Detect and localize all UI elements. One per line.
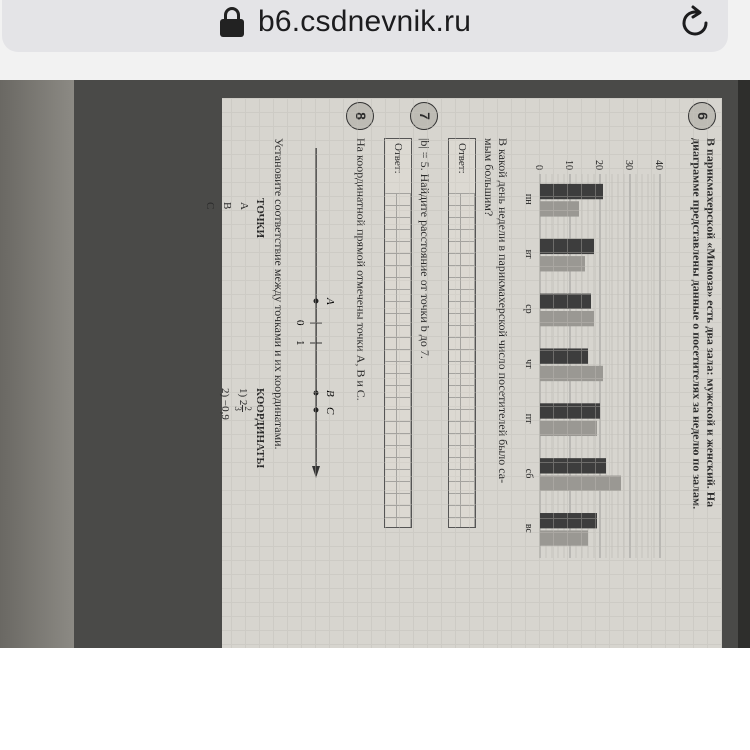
point-item: A — [238, 202, 250, 210]
browser-top-bar — [0, 0, 750, 80]
url-display[interactable] — [220, 4, 471, 40]
photo-background-right — [738, 80, 750, 648]
label-a: A — [324, 298, 336, 305]
coords-overlay — [219, 98, 722, 658]
tick-label-one: 1 — [294, 340, 306, 346]
y-tick-label: 40 — [653, 160, 664, 170]
address-bar[interactable] — [2, 0, 728, 52]
x-tick-label: вс — [523, 523, 534, 533]
point-item: C — [204, 202, 216, 210]
q8-instruction: Установите соответствие между точками и их координатами. — [272, 138, 286, 450]
y-tick-label: 20 — [593, 160, 604, 170]
q8-text: На координатной прямой отмечены точки A, B и C. — [354, 138, 368, 401]
reload-icon[interactable] — [676, 4, 714, 42]
photo-background-left — [0, 80, 74, 648]
coords-header: КООРДИНАТЫ — [254, 388, 266, 469]
tick-label-zero: 0 — [294, 320, 306, 326]
answer-label: Ответ: — [392, 143, 404, 174]
q7-text: |b| = 5. Найдите расстояние от точки b до 7. — [418, 138, 432, 359]
points-header: ТОЧКИ — [254, 198, 266, 239]
y-tick-label: 30 — [623, 160, 634, 170]
y-tick-label: 0 — [533, 165, 544, 170]
x-tick-label: ср — [523, 304, 534, 314]
question-number-7: 7 — [410, 102, 438, 130]
empty-area — [0, 648, 750, 750]
q6-text-line2: диаграмме представлены данные о посетителях за неделю по залам. — [690, 138, 704, 510]
x-tick-label: вт — [523, 249, 534, 259]
q6-text-line1: В парикмахерской «Мимоза» есть два зала: мужской и женский. На — [704, 138, 718, 508]
q6-question-line2: мым большим? — [482, 138, 496, 217]
question-number-8: 8 — [346, 102, 374, 130]
coord-item-2 — [216, 388, 233, 420]
label-c: C — [324, 407, 336, 415]
label-b: B — [324, 390, 336, 397]
question-number-6: 6 — [688, 102, 716, 130]
fraction-numerator: 2 — [243, 406, 253, 411]
y-tick-label: 10 — [563, 160, 574, 170]
coord-prefix: 1) 2 — [236, 388, 249, 406]
answer-label: Ответ: — [456, 143, 468, 174]
coord-prefix: 2) −0,9 — [219, 388, 231, 420]
x-tick-label: пт — [523, 413, 534, 424]
lock-icon — [220, 7, 244, 37]
x-tick-label: пн — [523, 193, 534, 205]
fraction-denominator: 3 — [233, 406, 243, 411]
coords-list — [216, 388, 252, 420]
fraction — [233, 405, 252, 412]
x-tick-label: сб — [523, 468, 534, 479]
coord-item-1 — [233, 388, 252, 420]
url-text[interactable]: b6.csdnevnik.ru — [258, 5, 472, 38]
point-item: B — [221, 202, 233, 210]
q6-question-line1: В какой день недели в парикмахерской число посетителей было са- — [496, 138, 510, 484]
x-tick-label: чт — [523, 359, 534, 369]
